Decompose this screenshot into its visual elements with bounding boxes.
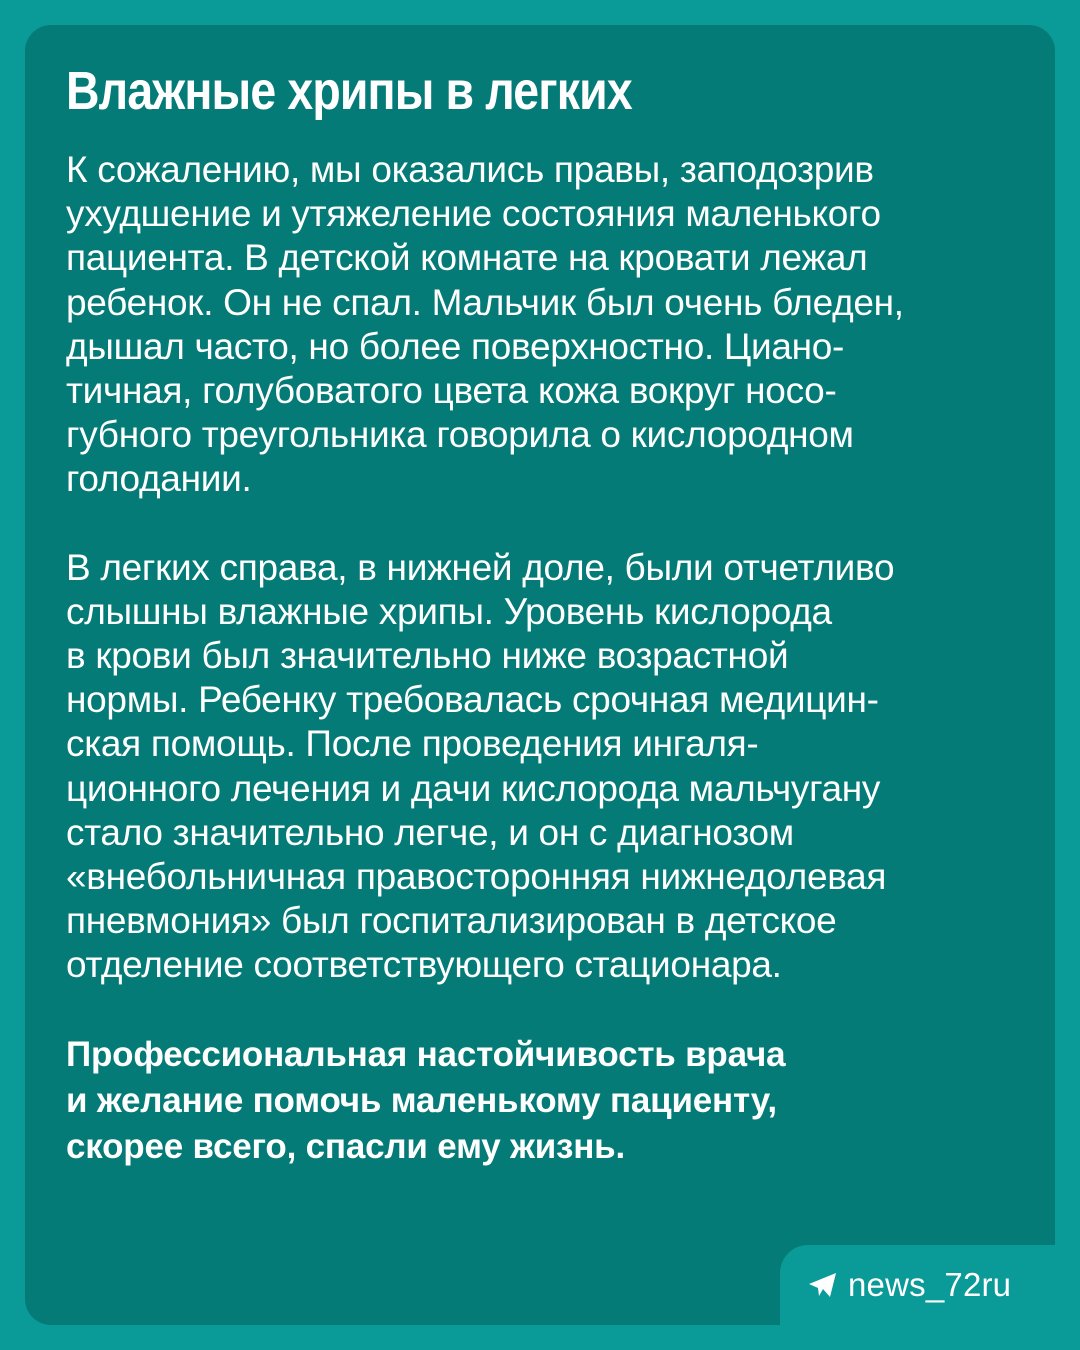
text-line: голодании. (66, 458, 252, 500)
text-line: стало значительно легче, и он с диагнозом (66, 811, 794, 853)
text-line: тичная, голубоватого цвета кожа вокруг носо- (66, 370, 837, 412)
telegram-icon (808, 1272, 848, 1298)
text-line: Профессиональная настойчивость врача (66, 1034, 786, 1074)
text-line: ребенок. Он не спал. Мальчик был очень бледен, (66, 281, 904, 323)
text-line: К сожалению, мы оказались правы, заподозрив (66, 149, 874, 190)
text-line: в крови был значительно ниже возрастной (66, 635, 789, 677)
text-line: слышны влажные хрипы. Уровень кислорода (66, 590, 832, 632)
text-line: нормы. Ребенку требовалась срочная медицин- (66, 679, 879, 721)
article-content (66, 56, 1036, 1170)
text-line: дышал часто, но более поверхностно. Циано- (66, 325, 845, 367)
text-line: В легких справа, в нижней доле, были отчетливо (66, 546, 895, 588)
telegram-channel-link[interactable] (808, 1263, 1011, 1307)
text-line: пневмония» был госпитализирован в детское (66, 900, 837, 942)
channel-handle: news_72ru (848, 1266, 1012, 1303)
paragraph-conclusion (66, 1032, 1036, 1170)
text-line: скорее всего, спасли ему жизнь. (66, 1126, 625, 1166)
text-line: губного треугольника говорила о кислородном (66, 414, 854, 456)
text-line: ская помощь. После проведения ингаля- (66, 723, 759, 765)
text-line: отделение соответствующего стационара. (66, 944, 782, 986)
paragraph-diagnosis (66, 546, 1036, 988)
text-line: ухудшение и утяжеление состояния маленького (66, 193, 881, 235)
text-line: «внебольничная правосторонняя нижнедолевая (66, 856, 887, 898)
text-line: ционного лечения и дачи кислорода мальчугану (66, 767, 881, 809)
text-line: и желание помочь маленькому пациенту, (66, 1080, 777, 1120)
paragraph-symptoms (66, 148, 1036, 502)
text-line: пациента. В детской комнате на кровати лежал (66, 237, 868, 279)
article-title: Влажные хрипы в легких (66, 61, 632, 121)
